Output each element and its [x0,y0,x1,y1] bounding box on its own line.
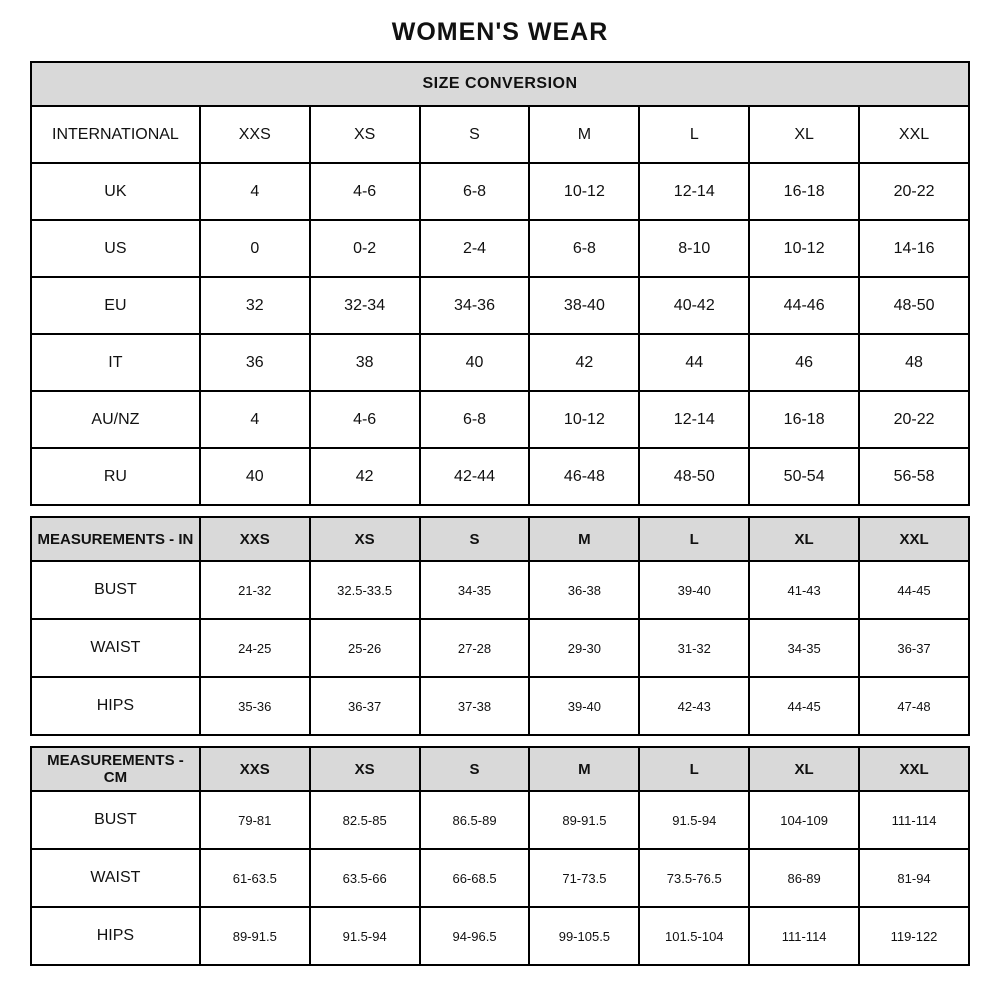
cell: 91.5-94 [639,791,749,849]
size-column-header: M [529,747,639,791]
cell: 29-30 [529,619,639,677]
cell: 8-10 [639,220,749,277]
size-column-header: XXL [859,106,969,163]
cell: 94-96.5 [420,907,530,965]
size-column-header: XXL [859,517,969,561]
cell: 10-12 [529,163,639,220]
cell: 42 [310,448,420,505]
cell: 40 [420,334,530,391]
cell: 36-38 [529,561,639,619]
cell: 71-73.5 [529,849,639,907]
cell: 4-6 [310,163,420,220]
row-label: US [31,220,200,277]
row-label: AU/NZ [31,391,200,448]
cell: 0-2 [310,220,420,277]
cell: 32.5-33.5 [310,561,420,619]
cell: 61-63.5 [200,849,310,907]
table-row-ru [31,448,969,505]
cell: 81-94 [859,849,969,907]
size-column-header: XS [310,106,420,163]
cell: 20-22 [859,391,969,448]
row-label: IT [31,334,200,391]
cell: 44-45 [859,561,969,619]
size-conversion-header: SIZE CONVERSION [31,62,969,106]
cell: 4 [200,391,310,448]
cell: 47-48 [859,677,969,735]
cell: 38 [310,334,420,391]
row-label: BUST [31,791,200,849]
size-column-header: M [529,517,639,561]
cell: 32-34 [310,277,420,334]
cell: 42-44 [420,448,530,505]
table-banner-row [31,62,969,106]
page-title: WOMEN'S WEAR [391,18,609,46]
cell: 10-12 [529,391,639,448]
cell: 34-35 [749,619,859,677]
row-label: WAIST [31,619,200,677]
cell: 101.5-104 [639,907,749,965]
size-column-header: S [420,517,530,561]
cell: 99-105.5 [529,907,639,965]
cell: 25-26 [310,619,420,677]
cell: 48-50 [859,277,969,334]
cell: 34-36 [420,277,530,334]
cell: 111-114 [749,907,859,965]
measurements-in-header: MEASUREMENTS - IN [31,517,200,561]
cell: 21-32 [200,561,310,619]
column-header-row [31,106,969,163]
cell: 36 [200,334,310,391]
size-column-header: S [420,106,530,163]
cell: 12-14 [639,391,749,448]
cell: 42 [529,334,639,391]
cell: 50-54 [749,448,859,505]
cell: 34-35 [420,561,530,619]
cell: 6-8 [420,391,530,448]
cell: 86.5-89 [420,791,530,849]
column-header-international: INTERNATIONAL [31,106,200,163]
size-column-header: XXS [200,106,310,163]
cell: 48 [859,334,969,391]
cell: 89-91.5 [200,907,310,965]
cell: 46-48 [529,448,639,505]
size-column-header: M [529,106,639,163]
row-label: RU [31,448,200,505]
size-column-header: XXL [859,747,969,791]
cell: 111-114 [859,791,969,849]
table-row-waist [31,849,969,907]
column-header-row [31,517,969,561]
table-row-hips [31,677,969,735]
size-column-header: S [420,747,530,791]
size-column-header: XL [749,517,859,561]
cell: 40 [200,448,310,505]
cell: 36-37 [310,677,420,735]
cell: 41-43 [749,561,859,619]
size-column-header: L [639,747,749,791]
cell: 44 [639,334,749,391]
cell: 4-6 [310,391,420,448]
row-label: UK [31,163,200,220]
row-label: BUST [31,561,200,619]
size-column-header: XXS [200,747,310,791]
cell: 32 [200,277,310,334]
cell: 86-89 [749,849,859,907]
size-conversion-table [30,61,970,506]
cell: 91.5-94 [310,907,420,965]
table-row-bust [31,791,969,849]
cell: 10-12 [749,220,859,277]
table-row-aunz [31,391,969,448]
cell: 56-58 [859,448,969,505]
cell: 16-18 [749,391,859,448]
cell: 6-8 [420,163,530,220]
row-label: EU [31,277,200,334]
cell: 44-45 [749,677,859,735]
table-row-bust [31,561,969,619]
cell: 38-40 [529,277,639,334]
row-label: HIPS [31,677,200,735]
cell: 37-38 [420,677,530,735]
cell: 36-37 [859,619,969,677]
cell: 82.5-85 [310,791,420,849]
cell: 39-40 [639,561,749,619]
size-column-header: XXS [200,517,310,561]
cell: 79-81 [200,791,310,849]
cell: 104-109 [749,791,859,849]
cell: 16-18 [749,163,859,220]
measurements-cm-table [30,746,970,966]
cell: 46 [749,334,859,391]
cell: 35-36 [200,677,310,735]
cell: 27-28 [420,619,530,677]
cell: 6-8 [529,220,639,277]
row-label: WAIST [31,849,200,907]
size-column-header: XS [310,747,420,791]
table-row-waist [31,619,969,677]
size-column-header: XL [749,747,859,791]
cell: 39-40 [529,677,639,735]
size-column-header: L [639,517,749,561]
cell: 42-43 [639,677,749,735]
cell: 119-122 [859,907,969,965]
column-header-row [31,747,969,791]
cell: 40-42 [639,277,749,334]
cell: 14-16 [859,220,969,277]
cell: 4 [200,163,310,220]
table-row-eu [31,277,969,334]
table-row-it [31,334,969,391]
cell: 63.5-66 [310,849,420,907]
cell: 20-22 [859,163,969,220]
size-column-header: L [639,106,749,163]
cell: 2-4 [420,220,530,277]
cell: 73.5-76.5 [639,849,749,907]
row-label: HIPS [31,907,200,965]
size-column-header: XL [749,106,859,163]
table-row-uk [31,163,969,220]
cell: 12-14 [639,163,749,220]
cell: 48-50 [639,448,749,505]
measurements-in-table [30,516,970,736]
cell: 89-91.5 [529,791,639,849]
cell: 0 [200,220,310,277]
cell: 66-68.5 [420,849,530,907]
cell: 44-46 [749,277,859,334]
table-row-us [31,220,969,277]
size-column-header: XS [310,517,420,561]
cell: 24-25 [200,619,310,677]
cell: 31-32 [639,619,749,677]
measurements-cm-header: MEASUREMENTS - CM [31,747,200,791]
table-row-hips [31,907,969,965]
